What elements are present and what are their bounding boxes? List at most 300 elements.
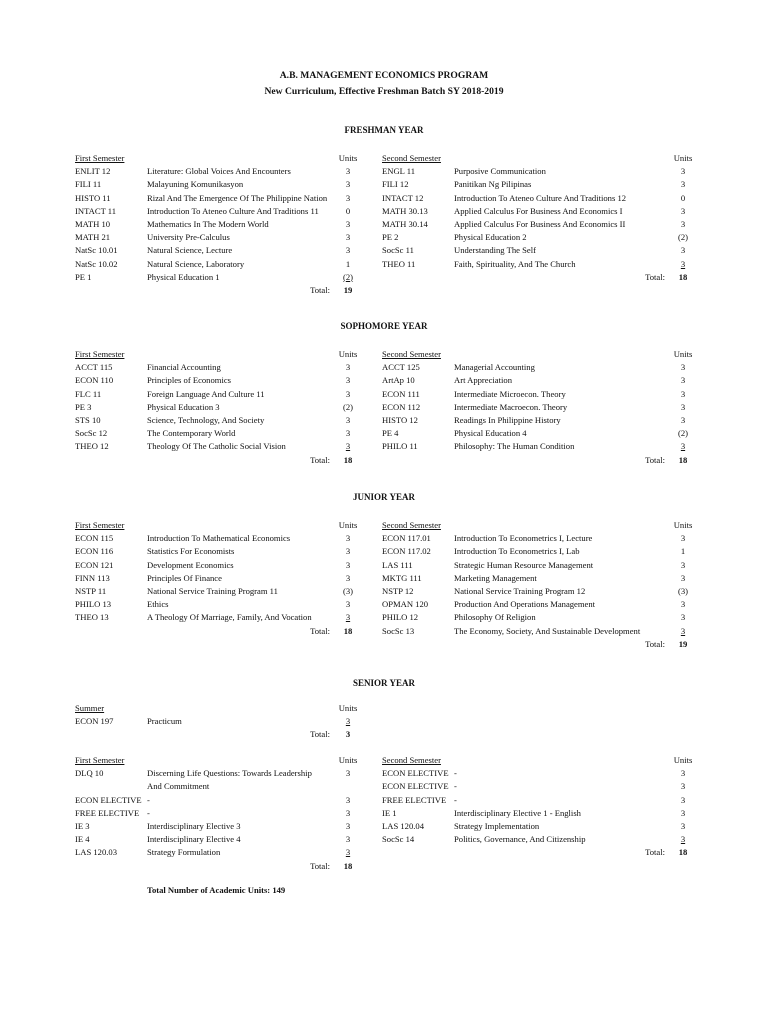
course-row <box>75 218 360 231</box>
spacer <box>147 754 336 767</box>
course-row <box>75 794 360 807</box>
course-title: Introduction To Mathematical Economics <box>147 533 291 544</box>
course-code: PHILO 12 <box>382 612 419 623</box>
semester-header <box>382 754 695 767</box>
course-code: IE 3 <box>75 820 90 831</box>
course-row <box>75 231 360 244</box>
course-title: Principles Of Finance <box>147 572 222 583</box>
course-row <box>75 715 360 728</box>
course-code: NSTP 11 <box>75 585 107 596</box>
course-row <box>75 440 360 453</box>
total-value: 19 <box>678 638 688 649</box>
spacer <box>454 152 671 165</box>
course-title: Understanding The Self <box>454 245 536 256</box>
course-units: 3 <box>680 834 686 845</box>
semester-total <box>382 271 695 284</box>
course-row <box>382 258 695 271</box>
course-units: 3 <box>680 625 686 636</box>
course-title: Principles of Economics <box>147 375 232 386</box>
course-units: (2) <box>677 232 689 243</box>
semester-block <box>382 519 695 651</box>
course-code: NSTP 12 <box>382 585 414 596</box>
spacer <box>454 754 671 767</box>
course-code: SocSc 13 <box>382 625 415 636</box>
course-row <box>382 820 695 833</box>
course-row <box>382 440 695 453</box>
total-label: Total: <box>645 271 665 282</box>
course-code: MATH 21 <box>75 232 111 243</box>
course-title: Financial Accounting <box>147 362 221 373</box>
total-label: Total: <box>310 284 330 295</box>
course-units: 3 <box>680 572 686 583</box>
course-title: Physical Education 1 <box>147 271 220 282</box>
course-title: Introduction To Ateneo Culture And Traditions 12 <box>454 192 627 203</box>
semester-block <box>75 348 360 467</box>
course-units: 3 <box>680 781 686 792</box>
course-title: Statistics For Economists <box>147 546 235 557</box>
course-row <box>75 611 360 624</box>
course-row <box>75 374 360 387</box>
course-code: PE 2 <box>382 232 399 243</box>
semester-total <box>75 284 360 297</box>
course-title: Purposive Communication <box>454 166 546 177</box>
semester-label: Second Semester <box>382 153 441 163</box>
semester-block <box>382 754 695 860</box>
course-row <box>382 611 695 624</box>
semester-total <box>382 638 695 651</box>
course-title: Physical Education 3 <box>147 401 220 412</box>
course-code: IE 4 <box>75 834 90 845</box>
course-code: STS 10 <box>75 414 101 425</box>
course-code: PE 4 <box>382 428 399 439</box>
course-row <box>382 205 695 218</box>
course-units: 3 <box>345 559 351 570</box>
course-row <box>75 767 360 780</box>
course-title: University Pre-Calculus <box>147 232 230 243</box>
total-label: Total: <box>645 638 665 649</box>
course-row <box>382 598 695 611</box>
units-header: Units <box>673 153 693 163</box>
total-value: 19 <box>343 284 353 295</box>
course-title: Interdisciplinary Elective 4 <box>147 834 241 845</box>
grand-total: Total Number of Academic Units: 149 <box>147 885 286 895</box>
course-code: THEO 13 <box>75 612 109 623</box>
total-label: Total: <box>310 860 330 871</box>
course-title: - <box>454 781 457 792</box>
course-units: 3 <box>680 807 686 818</box>
course-code: MATH 10 <box>75 218 111 229</box>
course-row <box>75 545 360 558</box>
course-row <box>75 388 360 401</box>
spacer <box>147 152 336 165</box>
course-title: Panitikan Ng Pilipinas <box>454 179 532 190</box>
course-units: 3 <box>680 362 686 373</box>
total-value: 18 <box>678 454 688 465</box>
course-title: Introduction To Econometrics I, Lecture <box>454 533 593 544</box>
course-row <box>75 244 360 257</box>
course-units: (3) <box>342 585 354 596</box>
semester-label: Summer <box>75 703 105 713</box>
course-title: Applied Calculus For Business And Economics II <box>454 218 626 229</box>
course-units: 3 <box>345 533 351 544</box>
course-code: ENLIT 12 <box>75 166 111 177</box>
course-code: HISTO 12 <box>382 414 418 425</box>
semester-header <box>382 519 695 532</box>
course-units: 3 <box>680 599 686 610</box>
course-row <box>382 374 695 387</box>
course-units: 3 <box>345 612 351 623</box>
course-title: Art Appreciation <box>454 375 512 386</box>
course-code: ECON ELECTIVE <box>382 768 449 779</box>
course-units: 3 <box>680 533 686 544</box>
course-code: NatSc 10.02 <box>75 258 118 269</box>
semester-label: Second Semester <box>382 520 441 530</box>
course-code: LAS 111 <box>382 559 413 570</box>
course-row <box>75 165 360 178</box>
course-units: 3 <box>345 834 351 845</box>
course-units: 3 <box>680 820 686 831</box>
course-units: 3 <box>345 166 351 177</box>
semester-total <box>382 846 695 859</box>
semester-label: First Semester <box>75 349 125 359</box>
course-units: 3 <box>680 414 686 425</box>
course-code: ECON 197 <box>75 716 114 727</box>
semester-label: Second Semester <box>382 755 441 765</box>
course-title: Practicum <box>147 716 182 727</box>
course-title: Intermediate Microecon. Theory <box>454 388 566 399</box>
course-units: 1 <box>345 258 351 269</box>
course-row <box>382 244 695 257</box>
course-row <box>75 820 360 833</box>
course-title: Applied Calculus For Business And Economics I <box>454 205 623 216</box>
course-row <box>382 427 695 440</box>
course-code: INTACT 11 <box>75 205 117 216</box>
semester-label: First Semester <box>75 755 125 765</box>
course-row <box>382 401 695 414</box>
course-code <box>75 780 147 793</box>
course-code: ECON 121 <box>75 559 114 570</box>
course-row <box>75 846 360 859</box>
units-header: Units <box>673 755 693 765</box>
course-title: Introduction To Ateneo Culture And Traditions 11 <box>147 205 319 216</box>
semester-block <box>382 152 695 284</box>
units-header: Units <box>338 755 358 765</box>
course-title: Readings In Philippine History <box>454 414 561 425</box>
course-code: ECON 117.02 <box>382 546 431 557</box>
course-units: 3 <box>345 362 351 373</box>
course-code: FILI 11 <box>75 179 102 190</box>
course-units: 3 <box>345 428 351 439</box>
course-title: Marketing Management <box>454 572 537 583</box>
course-title: Philosophy: The Human Condition <box>454 441 575 452</box>
semester-header <box>382 348 695 361</box>
course-row <box>382 794 695 807</box>
semester-label: First Semester <box>75 153 125 163</box>
semester-header <box>75 702 360 715</box>
course-code: ECON ELECTIVE <box>382 781 449 792</box>
course-code: DLQ 10 <box>75 768 104 779</box>
course-title: Malayuning Komunikasyon <box>147 179 244 190</box>
course-row <box>382 192 695 205</box>
course-title: National Service Training Program 12 <box>454 585 586 596</box>
course-code: ECON ELECTIVE <box>75 794 142 805</box>
semester-total <box>75 625 360 638</box>
course-row <box>382 559 695 572</box>
semester-header <box>75 754 360 767</box>
course-units: 1 <box>680 546 686 557</box>
course-row <box>382 572 695 585</box>
course-units: 3 <box>345 245 351 256</box>
course-units: 3 <box>345 441 351 452</box>
course-title: Ethics <box>147 599 169 610</box>
course-code: LAS 120.04 <box>382 820 425 831</box>
course-row <box>75 361 360 374</box>
course-title: Faith, Spirituality, And The Church <box>454 258 576 269</box>
total-value: 18 <box>343 860 353 871</box>
course-code: IE 1 <box>382 807 397 818</box>
course-row <box>382 361 695 374</box>
units-header: Units <box>338 520 358 530</box>
course-code: ACCT 125 <box>382 362 420 373</box>
course-title: - <box>454 768 457 779</box>
course-code: SocSc 11 <box>382 245 414 256</box>
course-row <box>382 532 695 545</box>
course-code: FINN 113 <box>75 572 110 583</box>
course-title: Foreign Language And Culture 11 <box>147 388 265 399</box>
course-row <box>75 178 360 191</box>
course-code: ECON 117.01 <box>382 533 431 544</box>
program-subtitle: New Curriculum, Effective Freshman Batch SY 2018-2019 <box>264 86 504 97</box>
course-code: THEO 11 <box>382 258 416 269</box>
course-units <box>336 780 360 793</box>
course-title: Interdisciplinary Elective 1 - English <box>454 807 581 818</box>
course-row <box>382 780 695 793</box>
course-title: Natural Science, Laboratory <box>147 258 245 269</box>
total-value: 3 <box>345 729 351 740</box>
course-title: The Contemporary World <box>147 428 236 439</box>
course-units: (3) <box>677 585 689 596</box>
course-units: 3 <box>345 179 351 190</box>
spacer <box>147 348 336 361</box>
course-units: 3 <box>345 572 351 583</box>
course-units: 3 <box>345 546 351 557</box>
course-row <box>75 414 360 427</box>
course-row <box>382 388 695 401</box>
semester-header <box>75 519 360 532</box>
course-units: 3 <box>345 716 351 727</box>
semester-block <box>75 519 360 638</box>
total-label: Total: <box>310 625 330 636</box>
course-row <box>382 231 695 244</box>
course-units: 0 <box>680 192 686 203</box>
course-units: 3 <box>345 414 351 425</box>
units-header: Units <box>338 703 358 713</box>
course-title: Physical Education 2 <box>454 232 527 243</box>
total-label: Total: <box>645 847 665 858</box>
course-code: PHILO 13 <box>75 599 112 610</box>
course-row <box>382 807 695 820</box>
course-code: ACCT 115 <box>75 362 113 373</box>
course-row <box>75 833 360 846</box>
course-row <box>75 572 360 585</box>
course-code: SocSc 12 <box>75 428 108 439</box>
course-units: 3 <box>345 192 351 203</box>
course-units: (2) <box>342 271 354 282</box>
course-title: - <box>147 807 150 818</box>
course-units: 3 <box>345 218 351 229</box>
course-title: Natural Science, Lecture <box>147 245 233 256</box>
course-units: 3 <box>345 847 351 858</box>
course-row <box>75 258 360 271</box>
semester-header <box>382 152 695 165</box>
course-title: Strategy Formulation <box>147 847 221 858</box>
course-code: OPMAN 120 <box>382 599 429 610</box>
course-units: (2) <box>342 401 354 412</box>
course-units: 3 <box>680 179 686 190</box>
course-code: LAS 120.03 <box>75 847 118 858</box>
semester-block <box>75 702 360 742</box>
course-title: Strategic Human Resource Management <box>454 559 594 570</box>
course-units: 3 <box>680 205 686 216</box>
course-code: MATH 30.13 <box>382 205 428 216</box>
units-header: Units <box>338 349 358 359</box>
course-row <box>75 427 360 440</box>
semester-label: First Semester <box>75 520 125 530</box>
course-title: Development Economics <box>147 559 234 570</box>
course-code: ECON 112 <box>382 401 421 412</box>
course-units: 3 <box>345 768 351 779</box>
course-title: National Service Training Program 11 <box>147 585 278 596</box>
course-row <box>75 559 360 572</box>
course-code: MKTG 111 <box>382 572 422 583</box>
year-heading: FRESHMAN YEAR <box>344 125 424 135</box>
course-row <box>75 585 360 598</box>
course-code: FLC 11 <box>75 388 102 399</box>
units-header: Units <box>338 153 358 163</box>
total-label: Total: <box>310 454 330 465</box>
course-row <box>382 625 695 638</box>
course-row <box>75 271 360 284</box>
spacer <box>454 519 671 532</box>
course-units: 3 <box>680 612 686 623</box>
course-row <box>75 401 360 414</box>
program-title: A.B. MANAGEMENT ECONOMICS PROGRAM <box>279 70 489 81</box>
spacer <box>147 519 336 532</box>
course-title: Science, Technology, And Society <box>147 414 265 425</box>
course-title: Mathematics In The Modern World <box>147 218 269 229</box>
course-units: 3 <box>680 218 686 229</box>
year-heading: SENIOR YEAR <box>353 678 415 688</box>
total-value: 18 <box>678 847 688 858</box>
course-code: PE 1 <box>75 271 92 282</box>
course-code: ArtAp 10 <box>382 375 415 386</box>
course-code: ECON 110 <box>75 375 114 386</box>
total-value: 18 <box>343 454 353 465</box>
semester-block <box>75 152 360 297</box>
course-row <box>75 532 360 545</box>
semester-total <box>75 454 360 467</box>
course-units: 3 <box>680 768 686 779</box>
semester-header <box>75 348 360 361</box>
course-row <box>382 414 695 427</box>
course-code: SocSc 14 <box>382 834 415 845</box>
course-code: FREE ELECTIVE <box>75 807 140 818</box>
course-units: 0 <box>345 205 351 216</box>
course-title: Theology Of The Catholic Social Vision <box>147 441 286 452</box>
total-value: 18 <box>678 271 688 282</box>
course-units: 3 <box>680 245 686 256</box>
course-units: 3 <box>680 166 686 177</box>
course-code: ECON 111 <box>382 388 420 399</box>
course-title: Philosophy Of Religion <box>454 612 536 623</box>
course-title: Physical Education 4 <box>454 428 527 439</box>
course-units: 3 <box>345 807 351 818</box>
course-code: NatSc 10.01 <box>75 245 118 256</box>
course-row <box>75 192 360 205</box>
course-row <box>382 178 695 191</box>
course-title: Interdisciplinary Elective 3 <box>147 820 241 831</box>
course-units: 3 <box>680 441 686 452</box>
course-title: The Economy, Society, And Sustainable Development <box>454 625 641 636</box>
course-row <box>382 767 695 780</box>
course-code: PE 3 <box>75 401 92 412</box>
year-heading: SOPHOMORE YEAR <box>340 321 428 331</box>
course-row <box>75 780 360 793</box>
semester-total <box>382 454 695 467</box>
course-title: Politics, Governance, And Citizenship <box>454 834 586 845</box>
course-code: PHILO 11 <box>382 441 418 452</box>
course-row <box>75 598 360 611</box>
course-units: 3 <box>680 375 686 386</box>
spacer <box>454 348 671 361</box>
total-label: Total: <box>310 729 330 740</box>
course-title: And Commitment <box>147 781 210 792</box>
course-units: 3 <box>345 794 351 805</box>
semester-total <box>75 860 360 873</box>
course-units: 3 <box>680 794 686 805</box>
course-units: (2) <box>677 428 689 439</box>
semester-label: Second Semester <box>382 349 441 359</box>
course-title: A Theology Of Marriage, Family, And Vocation <box>147 612 312 623</box>
spacer <box>147 702 336 715</box>
course-title: Intermediate Macroecon. Theory <box>454 401 568 412</box>
total-value: 18 <box>343 625 353 636</box>
course-row <box>382 545 695 558</box>
course-row <box>75 807 360 820</box>
course-title: Managerial Accounting <box>454 362 535 373</box>
course-units: 3 <box>345 599 351 610</box>
course-units: 3 <box>680 258 686 269</box>
course-title: - <box>454 794 457 805</box>
course-units: 3 <box>680 388 686 399</box>
course-title: Literature: Global Voices And Encounters <box>147 166 291 177</box>
course-title: Discerning Life Questions: Towards Leadership <box>147 768 312 779</box>
course-units: 3 <box>680 559 686 570</box>
course-units: 3 <box>345 388 351 399</box>
course-row <box>382 218 695 231</box>
course-title: Strategy Implementation <box>454 820 540 831</box>
units-header: Units <box>673 349 693 359</box>
course-code: FILI 12 <box>382 179 409 190</box>
course-row <box>382 165 695 178</box>
course-code: THEO 12 <box>75 441 109 452</box>
course-units: 3 <box>345 820 351 831</box>
total-label: Total: <box>645 454 665 465</box>
course-title: Introduction To Econometrics I, Lab <box>454 546 580 557</box>
course-units: 3 <box>345 232 351 243</box>
course-code: ECON 115 <box>75 533 114 544</box>
semester-block <box>382 348 695 467</box>
